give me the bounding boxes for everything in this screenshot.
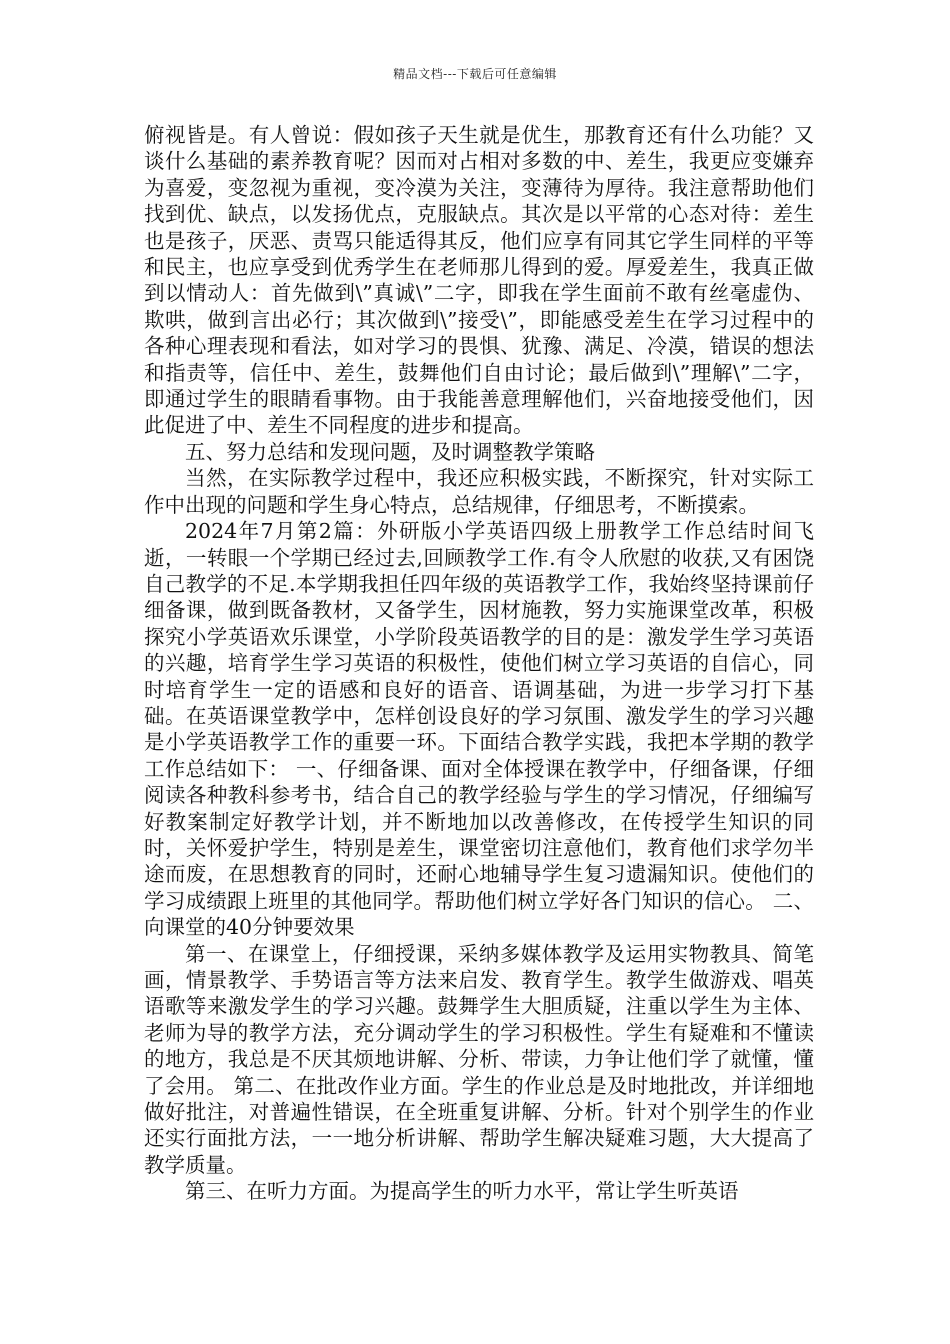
page-header: 精品文档---下载后可任意编辑 — [393, 67, 557, 81]
paragraph-2: 当然，在实际教学过程中，我还应积极实践，不断探究，针对实际工作中出现的问题和学生身心特点，总结规律，仔细思考，不断摸索。 — [144, 466, 814, 517]
paragraph-4: 第一、在课堂上，仔细授课，采纳多媒体教学及运用实物教具、简笔画，情景教学、手势语言等方法来启发、教育学生。教学生做游戏、唱英语歌等来激发学生的学习兴趣。鼓舞学生大胆质疑，注重以学生为主体、老师为导的教学方法，充分调动学生的学习积极性。学生有疑难和不懂读的地方，我总是不厌其烦地讲解、分析、带读，力争让他们学了就懂，懂了会用。 第二、在批改作业方面。学生的作业总是及时地批改，并详细地做好批注，对普遍性错误，在全班重复讲解、分析。针对个别学生的作业还实行面批方法，一一地分析讲解、帮助学生解决疑难习题，大大提高了教学质量。 — [144, 941, 814, 1177]
document-body — [144, 122, 814, 1205]
section-heading-5: 五、努力总结和发现问题，及时调整教学策略 — [185, 439, 595, 464]
paragraph-3: 2024年7月第2篇：外研版小学英语四级上册教学工作总结时间飞逝，一转眼一个学期已经过去,回顾教学工作.有令人欣慰的收获,又有困饶自己教学的不足.本学期我担任四年级的英语教学工作，我始终坚持课前仔细备课，做到既备教材，又备学生，因材施教，努力实施课堂改革，积极探究小学英语欢乐课堂，小学阶段英语教学的目的是：激发学生学习英语的兴趣，培育学生学习英语的积极性，使他们树立学习英语的自信心，同时培育学生一定的语感和良好的语音、语调基础，为进一步学习打下基础。在英语课堂教学中，怎样创设良好的学习氛围、激发学生的学习兴趣是小学英语教学工作的重要一环。下面结合教学实践，我把本学期的教学工作总结如下： 一、仔细备课、面对全体授课在教学中，仔细备课，仔细阅读各种教科参考书，结合自己的教学经验与学生的学习情况，仔细编写好教案制定好教学计划，并不断地加以改善修改，在传授学生知识的同时，关怀爱护学生，特别是差生，课堂密切注意他们，教育他们求学勿半途而废，在思想教育的同时，还耐心地辅导学生复习遗漏知识。使他们的学习成绩跟上班里的其他同学。帮助他们树立学好各门知识的信心。 二、向课堂的40分钟要效果 — [144, 519, 814, 940]
paragraph-1: 俯视皆是。有人曾说：假如孩子天生就是优生，那教育还有什么功能？又谈什么基础的素养教育呢？因而对占相对多数的中、差生，我更应变嫌弃为喜爱，变忽视为重视，变冷漠为关注，变薄待为厚待。我注意帮助他们找到优、缺点，以发扬优点，克服缺点。其次是以平常的心态对待：差生也是孩子，厌恶、责骂只能适得其反，他们应享有同其它学生同样的平等和民主，也应享受到优秀学生在老师那儿得到的爱。厚爱差生，我真正做到以情动人：首先做到\”真诚\”二字，即我在学生面前不敢有丝毫虚伪、欺哄，做到言出必行；其次做到\”接受\”，即能感受差生在学习过程中的各种心理表现和看法，如对学习的畏惧、犹豫、满足、冷漠，错误的想法和指责等，信任中、差生，鼓舞他们自由讨论；最后做到\”理解\”二字，即通过学生的眼睛看事物。由于我能善意理解他们，兴奋地接受他们，因此促进了中、差生不同程度的进步和提高。 — [144, 123, 814, 438]
paragraph-5: 第三、在听力方面。为提高学生的听力水平，常让学生听英语 — [185, 1179, 739, 1204]
